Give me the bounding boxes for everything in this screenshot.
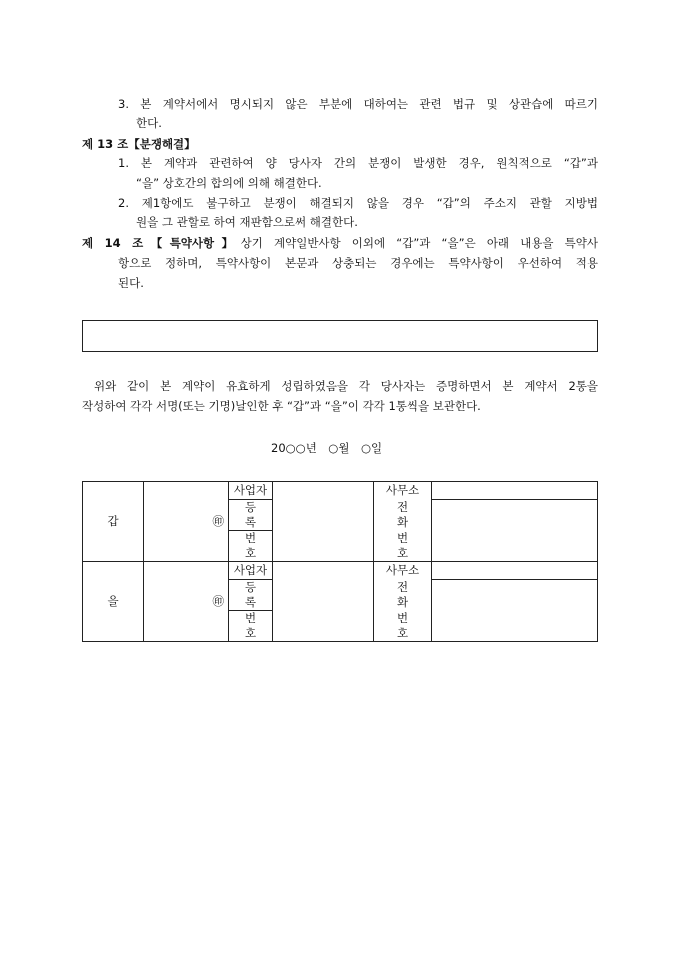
party-eul-tel-value[interactable]	[432, 580, 598, 642]
article13-item1-line2: “을” 상호간의 합의에 의해 해결한다.	[136, 176, 322, 190]
party-eul-biz-reg-value[interactable]	[273, 562, 374, 642]
article14-line1-text: 상기 계약일반사항 이외에 “갑”과 “을”은 아래 내용을 특약사	[240, 236, 598, 250]
tel-label: 번호	[374, 531, 432, 562]
article13-item2-line2: 원을 그 관할로 하여 재판함으로써 해결한다.	[136, 215, 358, 229]
biz-reg-label: 사업자	[229, 482, 273, 500]
closing-line2: 작성하여 각각 서명(또는 기명)날인한 후 “갑”과 “을”이 각각 1통씩을 보관한다.	[82, 399, 481, 413]
special-terms-box[interactable]	[82, 320, 598, 352]
party-gap-biz-reg-value[interactable]	[273, 482, 374, 562]
article14-heading: 제 14 조【특약사항】	[82, 236, 241, 250]
party-gap-name: 갑	[83, 482, 144, 562]
party-eul-office-value[interactable]	[432, 562, 598, 580]
article13-item1-line1: 1. 본 계약과 관련하여 양 당사자 간의 분쟁이 발생한 경우, 원칙적으로 “갑”과	[118, 156, 598, 170]
article14-line2: 항으로 정하며, 특약사항이 본문과 상충되는 경우에는 특약사항이 우선하여 적용	[118, 256, 598, 270]
article14-line3: 된다.	[118, 276, 144, 290]
office-label: 사무소	[374, 562, 432, 580]
seal-mark: ㊞	[212, 514, 224, 528]
party-gap-signature-field[interactable]	[144, 482, 229, 562]
signature-table	[82, 481, 598, 642]
tel-label: 번호	[374, 611, 432, 642]
biz-reg-label: 등록	[229, 500, 273, 531]
seal-mark: ㊞	[212, 594, 224, 608]
article14-line1	[82, 235, 598, 251]
party-gap-office-value[interactable]	[432, 482, 598, 500]
party-eul-name: 을	[83, 562, 144, 642]
party-gap-tel-value[interactable]	[432, 500, 598, 562]
closing-line1: 위와 같이 본 계약이 유효하게 성립하였음을 각 당사자는 증명하면서 본 계약서 2통을	[94, 379, 598, 393]
tel-label: 전화	[374, 580, 432, 611]
contract-date: 20○○년 ○월 ○일	[271, 441, 383, 455]
item3-line1: 3. 본 계약서에서 명시되지 않은 부분에 대하여는 관련 법규 및 상관습에 따르기	[118, 97, 598, 111]
party-eul-signature-field[interactable]	[144, 562, 229, 642]
biz-reg-label: 번호	[229, 531, 273, 562]
tel-label: 전화	[374, 500, 432, 531]
biz-reg-label: 사업자	[229, 562, 273, 580]
biz-reg-label: 등록	[229, 580, 273, 611]
biz-reg-label: 번호	[229, 611, 273, 642]
office-label: 사무소	[374, 482, 432, 500]
item3-line2: 한다.	[136, 116, 162, 130]
article13-item2-line1: 2. 제1항에도 불구하고 분쟁이 해결되지 않을 경우 “갑”의 주소지 관할 지방법	[118, 196, 598, 210]
article13-heading: 제 13 조【분쟁해결】	[82, 137, 196, 151]
